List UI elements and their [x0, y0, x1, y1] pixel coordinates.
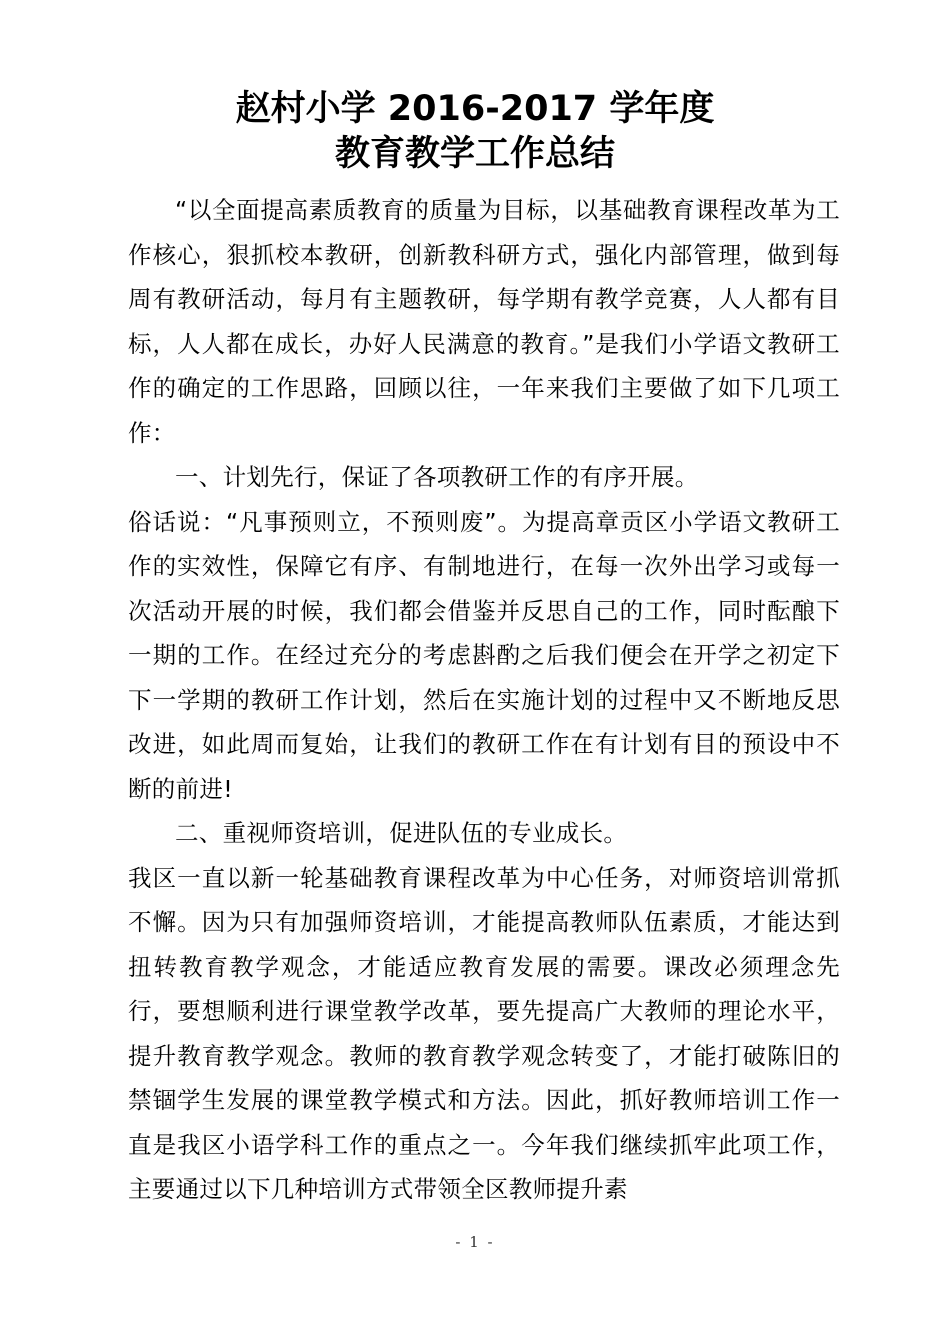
document-title-line2: 教育教学工作总结 [334, 134, 615, 174]
intro-paragraph: “以全面提高素质教育的质量为目标，以基础教育课程改革为工作核心，狠抓校本教研，创新教科研方式，强化内部管理，做到每周有教研活动，每月有主题教研，每学期有教学竞赛，人人都有目标，人人都在成长，办好人民满意的教育。”是我们小学语文教研工作的确定的工作思路，回顾以往，一年来我们主要做了如下几项工作： [128, 196, 840, 447]
section-2-paragraph: 我区一直以新一轮基础教育课程改革为中心任务，对师资培训常抓不懈。因为只有加强师资培训，才能提高教师队伍素质，才能达到扭转教育教学观念，才能适应教育发展的需要。课改必须理念先行，要想顺利进行课堂教学改革，要先提高广大教师的理论水平，提升教育教学观念。教师的教育教学观念转变了，才能打破陈旧的禁锢学生发展的课堂教学模式和方法。因此，抓好教师培训工作一直是我区小语学科工作的重点之一。今年我们继续抓牢此项工作，主要通过以下几种培训方式带领全区教师提升素 [128, 863, 840, 1203]
section-heading-1: 一、计划先行，保证了各项教研工作的有序开展。 [175, 463, 699, 491]
document-body [128, 188, 840, 1212]
page-number: - 1 - [455, 1233, 495, 1251]
document-title-line1: 赵村小学 2016-2017 学年度 [235, 89, 715, 129]
section-1-paragraph: 俗话说：“凡事预则立，不预则废”。为提高章贡区小学语文教研工作的实效性，保障它有序、有制地进行，在每一次外出学习或每一次活动开展的时候，我们都会借鉴并反思自己的工作，同时酝酿下一期的工作。在经过充分的考虑斟酌之后我们便会在开学之初定下下一学期的教研工作计划，然后在实施计划的过程中又不断地反思改进，如此周而复始，让我们的教研工作在有计划有目的预设中不断的前进! [128, 507, 840, 803]
section-heading-2: 二、重视师资培训，促进队伍的专业成长。 [175, 819, 628, 847]
